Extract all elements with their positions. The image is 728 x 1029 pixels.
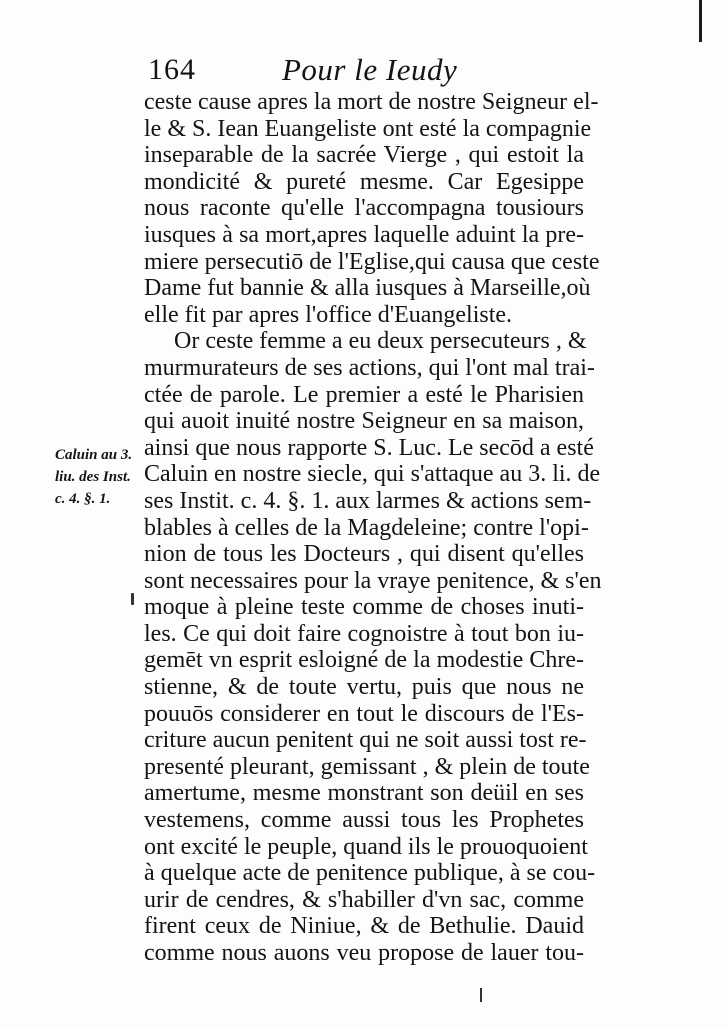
text-line: miere persecutiō de l'Eglise,qui causa que ceste [144,248,600,275]
text-line: le & S. Iean Euangeliste ont esté la compagnie [144,115,592,142]
text-line: Caluin en nostre siecle, qui s'attaque au 3. li. de [144,461,601,488]
text-line: blables à celles de la Magdeleine; contre l'opi- [144,514,589,541]
text-line: presenté pleurant, gemissant , & plein de toute [144,753,590,780]
text-line: comme nous auons veu propose de lauer tou- [144,940,584,966]
margin-note-line: liu. des Inst. [55,469,131,485]
text-line: ceste cause apres la mort de nostre Seigneur el- [144,89,599,115]
text-line: amertume, mesme monstrant son deüil en ses [144,780,584,807]
page-edge-line [699,0,702,42]
text-line: Or ceste femme a eu deux persecuteurs , & [174,328,587,355]
text-line: ainsi que nous rapporte S. Luc. Le secōd a esté [144,434,594,461]
body-text [144,89,602,967]
text-line: urir de cendres, & s'habiller d'vn sac, comme [144,886,584,913]
text-line: mondicité & pureté mesme. Car Egesippe [144,168,584,195]
text-line: vestemens, comme aussi tous les Prophetes [144,807,584,834]
ink-mark [480,988,482,1002]
running-head: Pour le Ieudy [282,52,458,87]
text-line: inseparable de la sacrée Vierge , qui estoit la [144,142,584,169]
text-line: criture aucun penitent qui ne soit aussi tost re- [144,727,587,754]
text-line: nous raconte qu'elle l'accompagna tousiours [144,195,584,222]
text-line: qui auoit inuité nostre Seigneur en sa maison, [144,408,584,435]
text-line: nion de tous les Docteurs , qui disent qu'elles [144,541,584,568]
text-line: Dame fut bannie & alla iusques à Marseille,où [144,275,591,302]
text-line: firent ceux de Niniue, & de Bethulie. Dauid [144,913,584,940]
text-line: ctée de parole. Le premier a esté le Pharisien [144,381,584,408]
margin-note [55,444,143,510]
margin-note-line: Caluin au 3. [55,447,133,463]
margin-note-line: c. 4. §. 1. [55,491,111,507]
page-header [148,50,578,90]
text-line: sont necessaires pour la vraye penitence, & s'en [144,567,602,594]
text-line: ont excité le peuple, quand ils le prouoquoient [144,833,588,860]
text-line: moque à pleine teste comme de choses inuti- [144,594,584,621]
text-line: à quelque acte de penitence publique, à se cou- [144,860,596,887]
text-line: stienne, & de toute vertu, puis que nous ne [144,674,584,701]
text-line: iusques à sa mort,apres laquelle aduint la pre- [144,221,584,248]
text-line: murmurateurs de ses actions, qui l'ont mal trai- [144,354,595,381]
text-line: ses Instit. c. 4. §. 1. aux larmes & actions sem- [144,487,592,514]
text-line: elle fit par apres l'office d'Euangeliste. [144,301,513,328]
text-line: pouuōs considerer en tout le discours de l'Es- [144,700,584,727]
page-number: 164 [148,53,196,86]
ink-mark [131,593,134,605]
text-line: gemēt vn esprit esloigné de la modestie Chre- [144,647,584,674]
text-line: les. Ce qui doit faire cognoistre à tout bon iu- [144,620,584,647]
